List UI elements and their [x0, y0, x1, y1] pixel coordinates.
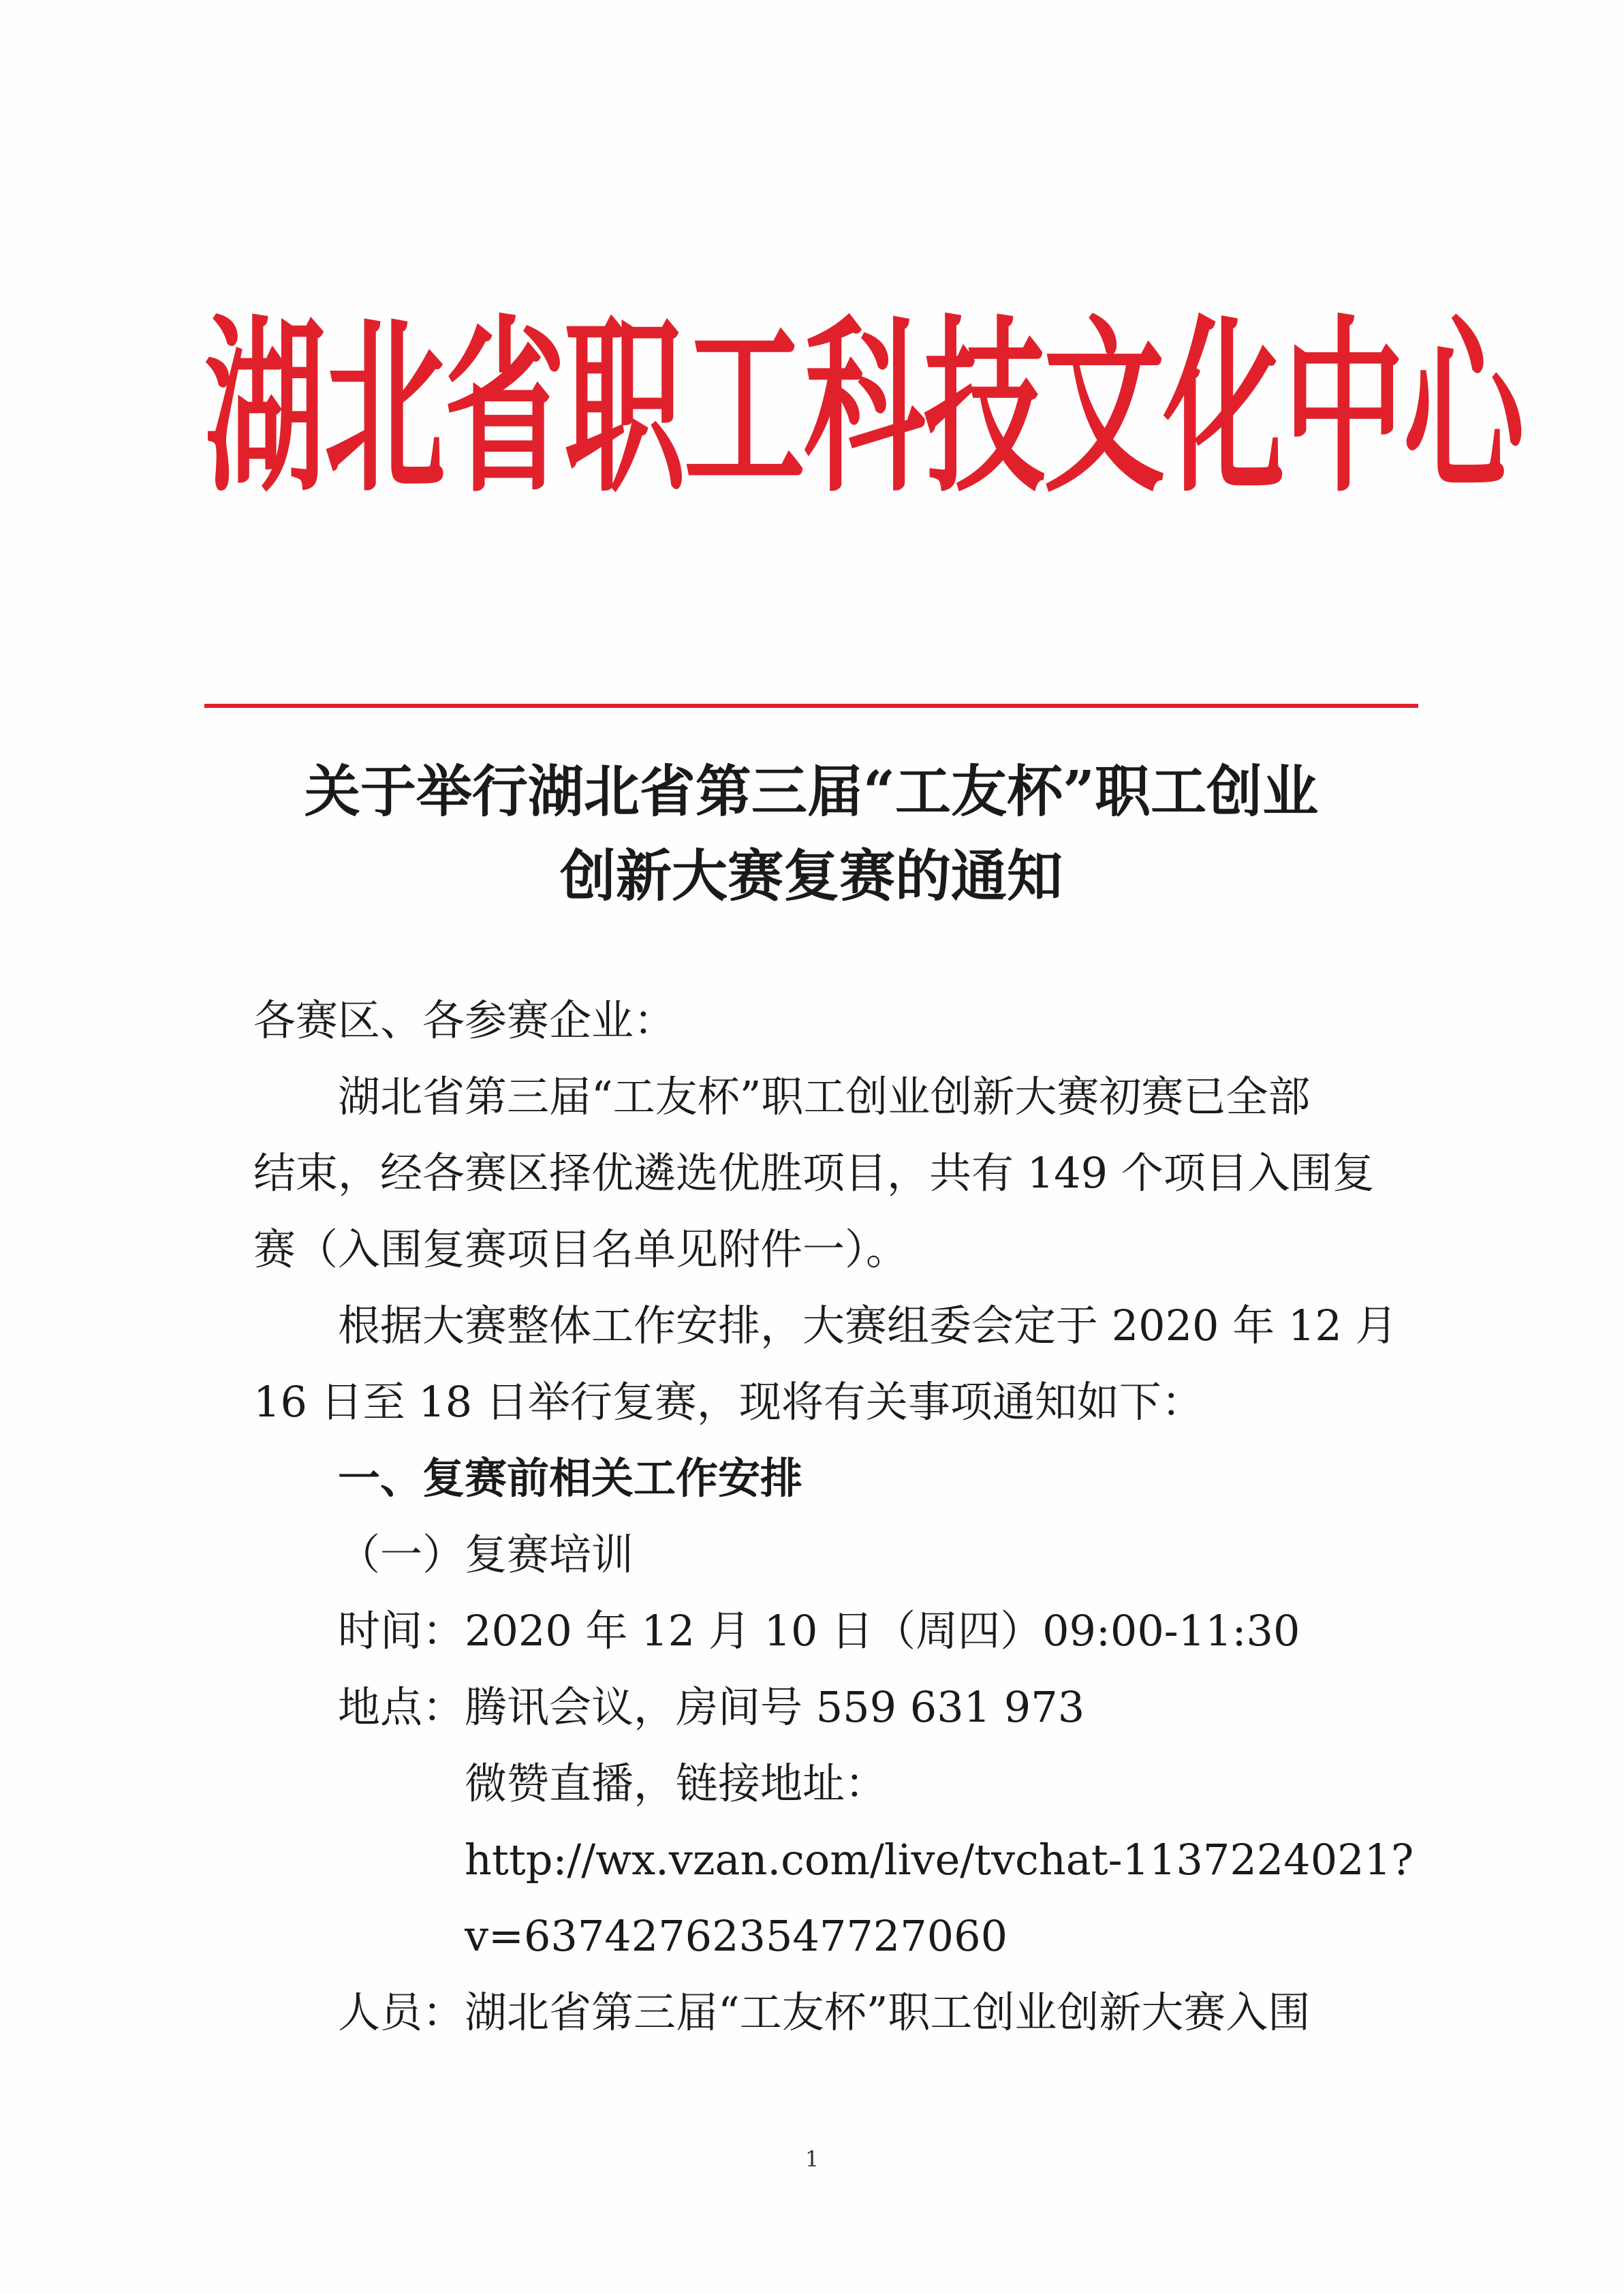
- training-location: 地点：腾讯会议，房间号 559 631 973: [338, 1682, 1085, 1732]
- section-1: [253, 1440, 1414, 2051]
- section-1-heading: 一、复赛前相关工作安排: [338, 1453, 803, 1503]
- paragraph-1-line-2: 结束，经各赛区择优遴选优胜项目，共有 149 个项目入围复: [253, 1148, 1375, 1198]
- subsection-1-heading: （一）复赛培训: [338, 1530, 634, 1579]
- livestream-url-line-2: v=637427623547727060: [465, 1911, 1008, 1961]
- livestream-url-line-1: http://wx.vzan.com/live/tvchat-1137224021?: [465, 1835, 1414, 1885]
- livestream-label: 微赞直播，链接地址：: [465, 1758, 888, 1808]
- salutation-text: 各赛区、各参赛企业：: [253, 995, 676, 1045]
- document-title: [204, 749, 1418, 918]
- paragraph-2-line-1: 根据大赛整体工作安排，大赛组委会定于 2020 年 12 月: [338, 1301, 1398, 1350]
- paragraph-1-line-3: 赛（入围复赛项目名单见附件一）。: [253, 1224, 909, 1274]
- paragraph-1: [253, 1059, 1384, 1288]
- training-time: 时间：2020 年 12 月 10 日（周四）09:00-11:30: [338, 1606, 1300, 1656]
- red-divider-rule: [204, 704, 1418, 708]
- salutation: [253, 982, 1384, 1059]
- document-body: [253, 982, 1414, 2051]
- page-number: 1: [805, 2146, 819, 2172]
- paragraph-2: [253, 1288, 1398, 1440]
- document-title-line-2: 创新大赛复赛的通知: [559, 843, 1063, 909]
- paragraph-2-line-2: 16 日至 18 日举行复赛，现将有关事项通知如下：: [253, 1377, 1204, 1427]
- document-title-line-1: 关于举行湖北省第三届“工友杯”职工创业: [304, 759, 1319, 824]
- red-masthead-org-name: 湖北省职工科技文化中心: [204, 298, 1523, 518]
- training-personnel: 人员：湖北省第三届“工友杯”职工创业创新大赛入围: [338, 1987, 1311, 2037]
- paragraph-1-line-1: 湖北省第三届“工友杯”职工创业创新大赛初赛已全部: [338, 1072, 1311, 1121]
